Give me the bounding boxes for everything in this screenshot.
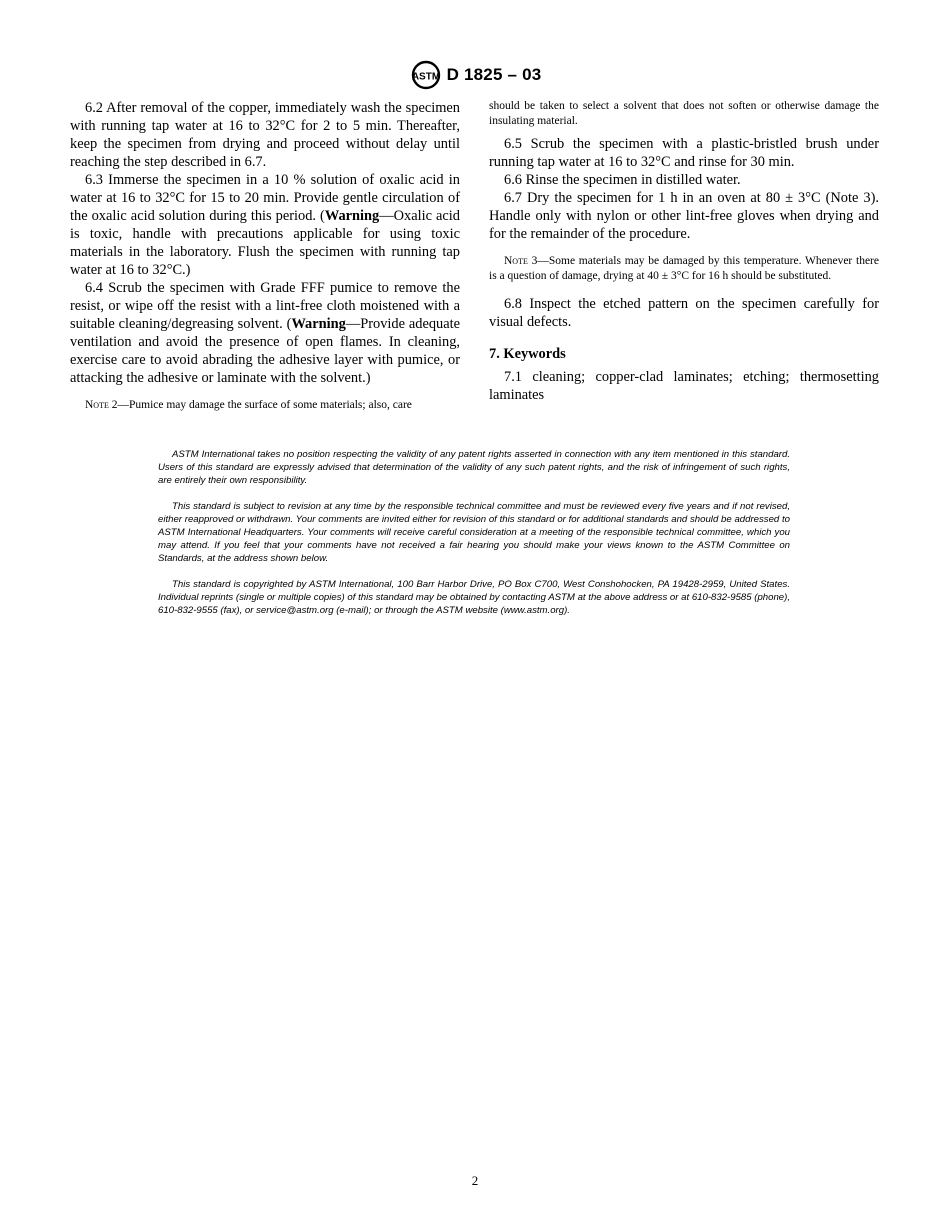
note-3-text: 3—Some materials may be damaged by this temperature. Whenever there is a question of damage, drying at 40 ± 3°C for 16 h should be substituted.	[489, 255, 879, 282]
page-number: 2	[471, 1173, 479, 1188]
note-2	[70, 398, 460, 413]
p6-4-warning: Warning	[291, 316, 346, 332]
note-2-text: 2—Pumice may damage the surface of some materials; also, care	[108, 399, 412, 411]
p6-4-text-a: 6.4 Scrub the specimen with Grade FFF pumice to remove the resist, or wipe off the resist with a lint-free cloth moistened with a suitable cleaning/degreasing solvent. (	[70, 280, 460, 332]
paragraph-6-2: 6.2 After removal of the copper, immediately wash the specimen with running tap water at 16 to 32°C for 2 to 5 min. Thereafter, keep the specimen from drying and proceed without delay until reaching the step described in 6.7.	[70, 100, 460, 170]
logo-text: ASTM	[411, 71, 440, 83]
paragraph-6-6: 6.6 Rinse the specimen in distilled water.	[504, 172, 741, 188]
paragraph-6-5: 6.5 Scrub the specimen with a plastic-bristled brush under running tap water at 16 to 32°C and rinse for 30 min.	[489, 136, 879, 170]
paragraph-7-1: 7.1 cleaning; copper-clad laminates; etching; thermosetting laminates	[489, 369, 879, 403]
astm-logo-icon	[409, 60, 443, 90]
right-column	[489, 99, 879, 404]
paragraph-6-3	[70, 171, 460, 279]
p6-4-text-b: —Provide adequate ventilation and avoid the presence of open flames. In cleaning, exercise care to avoid abrading the adhesive layer with pumice, or attacking the adhesive or laminate with the solvent.)	[70, 316, 460, 386]
fine-print	[158, 448, 790, 617]
note-2-label: Note	[85, 399, 109, 411]
fine-print-copyright: This standard is copyrighted by ASTM International, 100 Barr Harbor Drive, PO Box C700, West Conshohocken, PA 19428-2959, United States. Individual reprints (single or multiple copies) of this standard may be obtained by contacting ASTM at the above address or at 610-832-9585 (phone), 610-832-9555 (fax), or service@astm.org (e-mail); or through the ASTM website (www.astm.org).	[158, 578, 790, 617]
paragraph-6-7: 6.7 Dry the specimen for 1 h in an oven at 80 ± 3°C (Note 3). Handle only with nylon or other lint-free gloves when drying and for the remainder of the procedure.	[489, 190, 879, 242]
p6-3-text-a: 6.3 Immerse the specimen in a 10 % solution of oxalic acid in water at 16 to 32°C for 15 to 20 min. Provide gentle circulation of the oxalic acid solution during this period. (	[70, 172, 460, 224]
left-column	[70, 99, 460, 413]
p6-3-text-b: —Oxalic acid is toxic, handle with precautions applicable for using toxic materials in the laboratory. Flush the specimen with running tap water at 16 to 32°C.)	[70, 208, 460, 278]
p6-3-warning: Warning	[324, 208, 380, 224]
section-heading-keywords: 7. Keywords	[489, 346, 566, 362]
page-header	[0, 60, 950, 90]
paragraph-6-8: 6.8 Inspect the etched pattern on the specimen carefully for visual defects.	[489, 296, 879, 330]
fine-print-revision: This standard is subject to revision at any time by the responsible technical committee and must be reviewed every five years and if not revised, either reapproved or withdrawn. Your comments are invited either for revision of this standard or for additional standards and should be addressed to ASTM International Headquarters. Your comments will receive careful consideration at a meeting of the responsible technical committee, which you may attend. If you feel that your comments have not received a fair hearing you should make your views known to the ASTM Committee on Standards, at the address shown below.	[158, 500, 790, 565]
fine-print-patent: ASTM International takes no position respecting the validity of any patent rights asserted in connection with any item mentioned in this standard. Users of this standard are expressly advised that determination of the validity of any such patent rights, and the risk of infringement of such rights, are entirely their own responsibility.	[158, 449, 790, 487]
note-3	[489, 254, 879, 284]
note-2-continued: should be taken to select a solvent that does not soften or otherwise damage the insulating material.	[489, 100, 879, 127]
paragraph-6-4	[70, 279, 460, 387]
designation: D 1825 – 03	[446, 65, 542, 84]
note-3-label: Note	[504, 255, 528, 267]
